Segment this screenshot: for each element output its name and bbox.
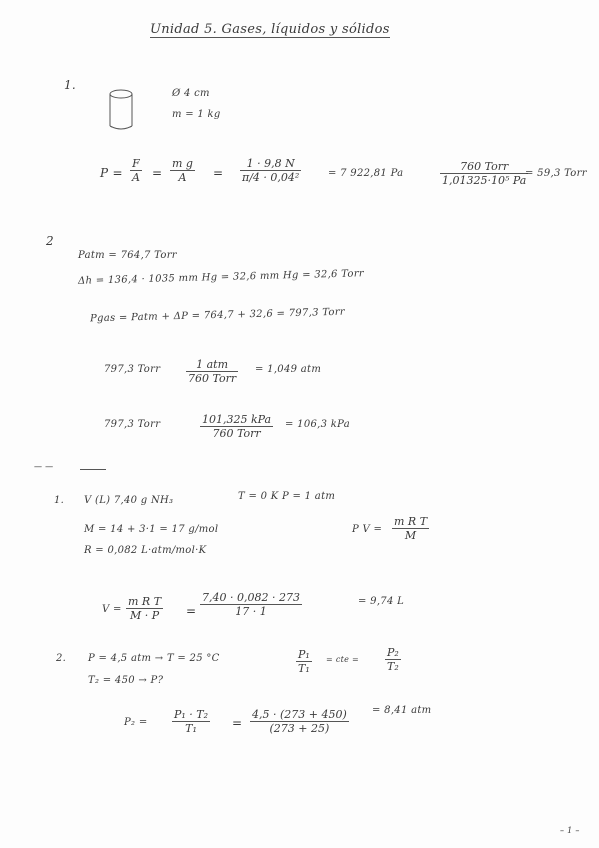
fraction-denominator: T₁ — [296, 661, 312, 675]
cylinder-sketch — [108, 88, 134, 132]
fraction-p2-numeric — [250, 708, 349, 735]
initial-state: P = 4,5 atm → T = 25 °C — [88, 653, 220, 664]
pressure-eq-lhs: P = — [100, 166, 123, 180]
fraction-numerator: m R T — [128, 595, 162, 608]
fraction-numerator: 760 Torr — [460, 160, 509, 173]
fraction-numerator: P₂ — [387, 646, 399, 659]
final-state: T₂ = 450 → P? — [88, 675, 164, 686]
fraction-p2-over-t2 — [385, 646, 401, 673]
diameter-label: Ø 4 cm — [172, 88, 210, 99]
equals-sign: = — [232, 716, 243, 730]
fraction-volume-numeric — [200, 591, 302, 618]
fraction-mrt-over-mp — [126, 595, 163, 622]
equals-sign: = — [186, 604, 197, 618]
fraction-numerator: 1 · 9,8 N — [246, 157, 295, 170]
fraction-denominator: (273 + 25) — [250, 721, 349, 735]
height-difference: Δh = 136,4 · 1035 mm Hg = 32,6 mm Hg = 32,6 Torr — [77, 268, 365, 287]
fraction-numerator: m g — [172, 157, 193, 170]
molar-mass: M = 14 + 3·1 = 17 g/mol — [84, 524, 219, 535]
result-pascal: = 7 922,81 Pa — [328, 168, 404, 179]
separator-line — [80, 469, 106, 470]
fraction-denominator: 760 Torr — [200, 426, 273, 440]
constant-relation: = cte = — [326, 655, 360, 664]
atmospheric-pressure: Patm = 764,7 Torr — [78, 250, 177, 261]
fraction-mrt-over-m — [392, 515, 429, 542]
fraction-denominator: T₁ — [172, 721, 210, 735]
conversion-value: 797,3 Torr — [104, 419, 161, 430]
fraction-p1t2-over-t1 — [172, 708, 210, 735]
fraction-denominator: M · P — [126, 608, 163, 622]
fraction-denominator: T₂ — [385, 659, 401, 673]
result-kpa: = 106,3 kPa — [285, 419, 350, 430]
problem-number: 2 — [46, 234, 54, 248]
result-torr: = 59,3 Torr — [525, 168, 587, 179]
temperature-pressure: T = 0 K P = 1 atm — [238, 491, 336, 502]
fraction-kpa-conversion — [200, 413, 273, 440]
gas-pressure: Pgas = Patm + ΔP = 764,7 + 32,6 = 797,3 Torr — [89, 306, 346, 325]
result-atm: = 1,049 atm — [255, 364, 322, 375]
fraction-numerator: 7,40 · 0,082 · 273 — [202, 591, 300, 604]
mass-label: m = 1 kg — [172, 109, 221, 120]
volume-given: V (L) 7,40 g NH₃ — [84, 495, 174, 506]
problem-number: 1. — [64, 78, 77, 92]
fraction-denominator: 17 · 1 — [200, 604, 302, 618]
pv-eq-lhs: P V = — [352, 524, 383, 535]
fraction-atm-conversion — [186, 358, 238, 385]
gas-constant: R = 0,082 L·atm/mol·K — [84, 545, 207, 556]
fraction-denominator: A — [170, 170, 195, 184]
fraction-denominator: 1,01325·10⁵ Pa — [442, 174, 527, 187]
separator-dashes: — — — [34, 462, 54, 471]
fraction-numerator: 101,325 kPa — [202, 413, 272, 426]
fraction-f-over-a — [130, 157, 142, 184]
fraction-mg-over-a — [170, 157, 195, 184]
fraction-numerator: F — [132, 157, 140, 170]
fraction-numerator: 4,5 · (273 + 450) — [252, 708, 347, 721]
fraction-denominator: π/4 · 0,04² — [242, 171, 300, 184]
equals-sign: = — [152, 166, 163, 180]
volume-eq-lhs: V = — [102, 604, 122, 615]
fraction-numerator: P₁ — [298, 648, 310, 661]
fraction-numeric — [240, 157, 301, 184]
p2-eq-lhs: P₂ = — [124, 717, 148, 728]
fraction-torr-conversion — [440, 160, 528, 187]
result-volume: = 9,74 L — [358, 596, 405, 607]
page-title: Unidad 5. Gases, líquidos y sólidos — [150, 22, 390, 37]
fraction-p1-over-t1 — [296, 648, 312, 675]
fraction-numerator: m R T — [394, 515, 428, 528]
result-p2: = 8,41 atm — [372, 705, 432, 716]
question-number: 1. — [54, 495, 65, 506]
fraction-numerator: P₁ · T₂ — [174, 708, 209, 721]
page-footer: – 1 – — [560, 826, 580, 835]
fraction-denominator: A — [132, 171, 140, 184]
equals-sign: = — [213, 166, 224, 180]
fraction-denominator: 760 Torr — [188, 372, 237, 385]
fraction-denominator: M — [392, 528, 429, 542]
fraction-numerator: 1 atm — [196, 358, 229, 371]
question-number: 2. — [56, 653, 67, 664]
conversion-value: 797,3 Torr — [104, 364, 161, 375]
